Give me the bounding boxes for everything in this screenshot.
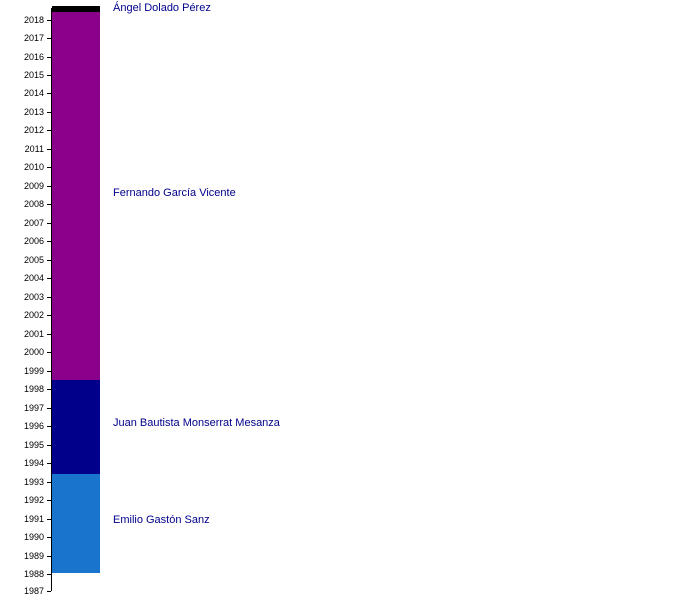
axis-tick bbox=[47, 112, 51, 113]
y-tick-label-1991: 1991 bbox=[23, 514, 44, 524]
y-tick-label-1992: 1992 bbox=[23, 495, 44, 505]
segment-label-fernando-garcia-vicente: Fernando García Vicente bbox=[113, 187, 236, 199]
y-tick-label-1987: 1987 bbox=[23, 586, 44, 596]
y-tick-label-2014: 2014 bbox=[23, 88, 44, 98]
axis-tick bbox=[47, 93, 51, 94]
bar-segment-juan-bautista-monserrat-mesanza[interactable] bbox=[52, 380, 100, 474]
axis-tick bbox=[47, 537, 51, 538]
axis-tick bbox=[47, 556, 51, 557]
y-tick-label-1995: 1995 bbox=[23, 440, 44, 450]
axis-tick bbox=[47, 20, 51, 21]
axis-tick bbox=[47, 260, 51, 261]
axis-tick bbox=[47, 204, 51, 205]
axis-tick bbox=[47, 186, 51, 187]
axis-tick bbox=[47, 130, 51, 131]
y-tick-label-1993: 1993 bbox=[23, 477, 44, 487]
y-tick-label-1999: 1999 bbox=[23, 366, 44, 376]
axis-tick bbox=[47, 519, 51, 520]
bar-segment-emilio-gaston-sanz[interactable] bbox=[52, 474, 100, 573]
axis-tick bbox=[47, 500, 51, 501]
segment-label-juan-bautista-monserrat-mesanza: Juan Bautista Monserrat Mesanza bbox=[113, 417, 280, 429]
y-tick-label-2017: 2017 bbox=[23, 33, 44, 43]
y-tick-label-2015: 2015 bbox=[23, 70, 44, 80]
axis-tick bbox=[47, 38, 51, 39]
y-tick-label-2016: 2016 bbox=[23, 52, 44, 62]
axis-tick bbox=[47, 352, 51, 353]
axis-tick bbox=[47, 574, 51, 575]
y-tick-label-1998: 1998 bbox=[23, 384, 44, 394]
y-tick-label-1997: 1997 bbox=[23, 403, 44, 413]
y-tick-label-2005: 2005 bbox=[23, 255, 44, 265]
y-tick-label-1989: 1989 bbox=[23, 551, 44, 561]
y-tick-label-2010: 2010 bbox=[23, 162, 44, 172]
segment-label-angel-dolado-perez: Ángel Dolado Pérez bbox=[113, 2, 211, 14]
segment-label-emilio-gaston-sanz: Emilio Gastón Sanz bbox=[113, 514, 210, 526]
bar-segment-fernando-garcia-vicente[interactable] bbox=[52, 12, 100, 380]
axis-tick bbox=[47, 591, 51, 592]
y-tick-label-1988: 1988 bbox=[23, 569, 44, 579]
axis-tick bbox=[47, 223, 51, 224]
axis-tick bbox=[47, 297, 51, 298]
y-tick-label-2002: 2002 bbox=[23, 310, 44, 320]
axis-tick bbox=[47, 426, 51, 427]
y-tick-label-2000: 2000 bbox=[23, 347, 44, 357]
y-tick-label-2007: 2007 bbox=[23, 218, 44, 228]
y-tick-label-2009: 2009 bbox=[23, 181, 44, 191]
y-tick-label-2013: 2013 bbox=[23, 107, 44, 117]
axis-tick bbox=[47, 371, 51, 372]
y-tick-label-2011: 2011 bbox=[24, 144, 44, 154]
axis-tick bbox=[47, 167, 51, 168]
axis-tick bbox=[47, 315, 51, 316]
axis-tick bbox=[47, 482, 51, 483]
axis-tick bbox=[47, 149, 51, 150]
axis-tick bbox=[47, 463, 51, 464]
axis-tick bbox=[47, 389, 51, 390]
y-tick-label-2001: 2001 bbox=[23, 329, 44, 339]
y-tick-label-1994: 1994 bbox=[23, 458, 44, 468]
y-tick-label-2003: 2003 bbox=[23, 292, 44, 302]
y-tick-label-1996: 1996 bbox=[23, 421, 44, 431]
y-tick-label-2004: 2004 bbox=[23, 273, 44, 283]
y-tick-label-2006: 2006 bbox=[23, 236, 44, 246]
y-tick-label-2018: 2018 bbox=[23, 15, 44, 25]
axis-tick bbox=[47, 334, 51, 335]
y-tick-label-1990: 1990 bbox=[23, 532, 44, 542]
axis-tick bbox=[47, 75, 51, 76]
axis-tick bbox=[47, 57, 51, 58]
y-tick-label-2012: 2012 bbox=[23, 125, 44, 135]
axis-tick bbox=[47, 408, 51, 409]
axis-tick bbox=[47, 278, 51, 279]
y-tick-label-2008: 2008 bbox=[23, 199, 44, 209]
axis-tick bbox=[47, 445, 51, 446]
axis-tick bbox=[47, 241, 51, 242]
